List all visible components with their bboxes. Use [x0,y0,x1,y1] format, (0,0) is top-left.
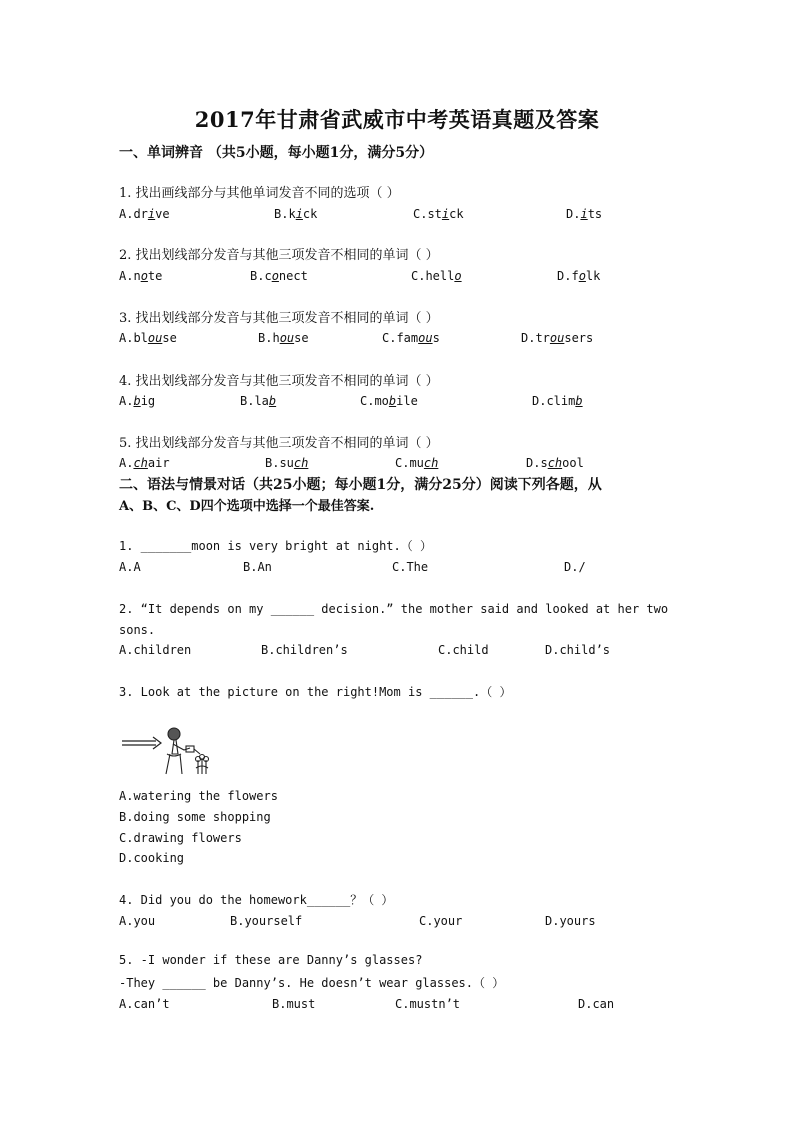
s2-q2-option-b[interactable]: B.children’s [261,643,348,657]
s1-q4-option-a[interactable]: A.big [119,394,156,408]
s2-q4-stem: 4. Did you do the homework______？（ ） [119,893,394,907]
s1-q1-stem: 1. 找出画线部分与其他单词发音不同的选项（ ） [119,186,400,201]
section1-heading: 一、单词辨音 （共5小题，每小题1分，满分5分） [119,145,434,161]
s2-q5-option-b[interactable]: B.must [272,997,316,1011]
s2-q5-option-c[interactable]: C.mustn’t [395,997,461,1011]
s2-q2-option-a[interactable]: A.children [119,643,192,657]
s2-q3-option-d[interactable]: D.cooking [119,851,185,865]
s2-q5-stem-line2: -They ______ be Danny’s. He doesn’t wear glasses.（ ） [119,976,505,990]
s1-q1-option-a[interactable]: A.drive [119,207,170,221]
s1-q3-option-b[interactable]: B.house [258,331,309,345]
s1-q2-option-c[interactable]: C.hello [411,269,462,283]
s1-q2-stem: 2. 找出划线部分发音与其他三项发音不相同的单词（ ） [119,248,439,263]
s1-q3-option-a[interactable]: A.blouse [119,331,177,345]
s2-q3-stem: 3. Look at the picture on the right!Mom is ______.（ ） [119,685,512,699]
s2-q2-stem-line2: sons. [119,623,156,637]
s1-q2-option-b[interactable]: B.conect [250,269,308,283]
s2-q1-stem: 1. _______moon is very bright at night.（ ） [119,539,432,553]
s2-q4-option-d[interactable]: D.yours [545,914,596,928]
s2-q1-option-d[interactable]: D./ [564,560,586,574]
s1-q3-option-c[interactable]: C.famous [382,331,440,345]
s1-q5-stem: 5. 找出划线部分发音与其他三项发音不相同的单词（ ） [119,436,439,451]
s2-q1-option-a[interactable]: A.A [119,560,141,574]
s2-q3-option-b[interactable]: B.doing some shopping [119,810,271,824]
arrow-icon [122,737,161,749]
s1-q5-option-b[interactable]: B.such [265,456,309,470]
s1-q1-option-b[interactable]: B.kick [274,207,318,221]
section2-heading-line2: A、B、C、D四个选项中选择一个最佳答案. [119,499,375,514]
s1-q1-option-d[interactable]: D.its [566,207,603,221]
s1-q5-option-a[interactable]: A.chair [119,456,170,470]
s1-q4-option-b[interactable]: B.lab [240,394,277,408]
woman-watering-flowers-picture [120,724,210,776]
s1-q2-option-a[interactable]: A.note [119,269,163,283]
s2-q1-option-c[interactable]: C.The [392,560,429,574]
s2-q3-option-a[interactable]: A.watering the flowers [119,789,278,803]
s2-q2-option-d[interactable]: D.child’s [545,643,611,657]
s1-q4-option-d[interactable]: D.climb [532,394,583,408]
s2-q4-option-b[interactable]: B.yourself [230,914,303,928]
s1-q5-option-c[interactable]: C.much [395,456,439,470]
s2-q2-stem-line1: 2. “It depends on my ______ decision.” the mother said and looked at her two [119,602,669,616]
s1-q4-option-c[interactable]: C.mobile [360,394,418,408]
s2-q5-stem-line1: 5. -I wonder if these are Danny’s glasses? [119,953,423,967]
s1-q1-option-c[interactable]: C.stick [413,207,464,221]
page-title: 2017年甘肃省武威市中考英语真题及答案 [194,107,600,132]
s1-q2-option-d[interactable]: D.folk [557,269,601,283]
s1-q5-option-d[interactable]: D.school [526,456,584,470]
s1-q3-option-d[interactable]: D.trousers [521,331,594,345]
s1-q4-stem: 4. 找出划线部分发音与其他三项发音不相同的单词（ ） [119,374,439,389]
s2-q2-option-c[interactable]: C.child [438,643,489,657]
s2-q4-option-c[interactable]: C.your [419,914,463,928]
section2-heading-line1: 二、语法与情景对话（共25小题；每小题1分，满分25分）阅读下列各题，从 [119,477,602,493]
s2-q5-option-d[interactable]: D.can [578,997,615,1011]
s2-q1-option-b[interactable]: B.An [243,560,272,574]
s2-q4-option-a[interactable]: A.you [119,914,156,928]
s1-q3-stem: 3. 找出划线部分发音与其他三项发音不相同的单词（ ） [119,311,439,326]
s2-q5-option-a[interactable]: A.can’t [119,997,170,1011]
s2-q3-option-c[interactable]: C.drawing flowers [119,831,242,845]
